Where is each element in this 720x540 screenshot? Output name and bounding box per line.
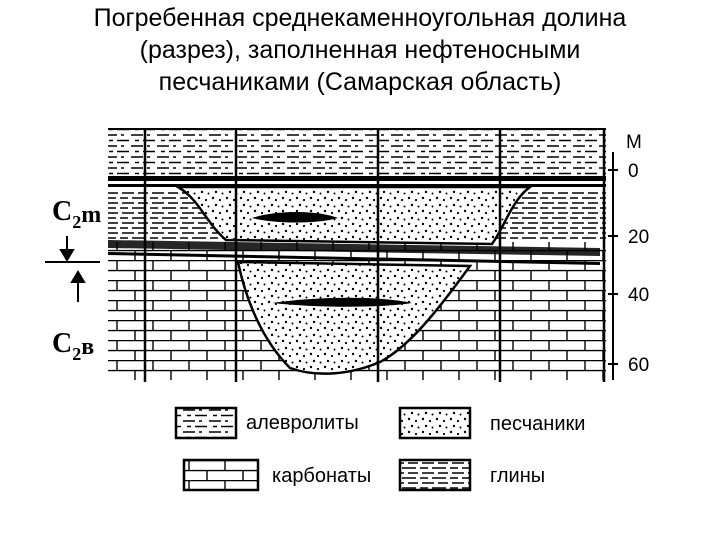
title-line-1: Погребенная среднекаменноугольная долина [93, 4, 627, 32]
legend-swatch-carbonate [184, 460, 258, 490]
title-line-2: (разрез), заполненная нефтеносными [139, 36, 581, 64]
legend-item-sandstone [400, 408, 585, 438]
legend-label-clay: глины [490, 465, 546, 487]
strat-label-lower: C2в [52, 328, 95, 364]
depth-scale [608, 132, 649, 380]
depth-unit-label: М [626, 132, 642, 153]
legend-swatch-sandstone [400, 408, 470, 438]
legend-item-carbonate [184, 460, 371, 490]
title-line-3: песчаниками (Самарская область) [158, 68, 562, 96]
depth-tick-label: 40 [628, 285, 650, 306]
legend-swatch-clay [400, 460, 470, 490]
siltstone-layer [108, 130, 606, 178]
legend [176, 408, 585, 490]
cross-section [108, 128, 606, 382]
legend-swatch-siltstone [176, 408, 236, 438]
depth-tick-label: 20 [628, 227, 650, 248]
legend-item-clay [400, 460, 545, 490]
legend-item-siltstone [176, 408, 359, 438]
legend-label-siltstone: алевролиты [246, 412, 359, 434]
marker-bed-top [108, 176, 606, 181]
strat-labels [45, 196, 101, 364]
legend-label-carbonate: карбонаты [272, 465, 372, 487]
legend-label-sandstone: песчаники [490, 413, 586, 435]
boundary-arrows [45, 236, 100, 302]
strat-label-upper: C2m [52, 196, 102, 232]
depth-tick-label: 0 [628, 161, 639, 182]
depth-tick-label: 60 [628, 355, 650, 376]
upper-valley-sandstone [178, 187, 530, 244]
